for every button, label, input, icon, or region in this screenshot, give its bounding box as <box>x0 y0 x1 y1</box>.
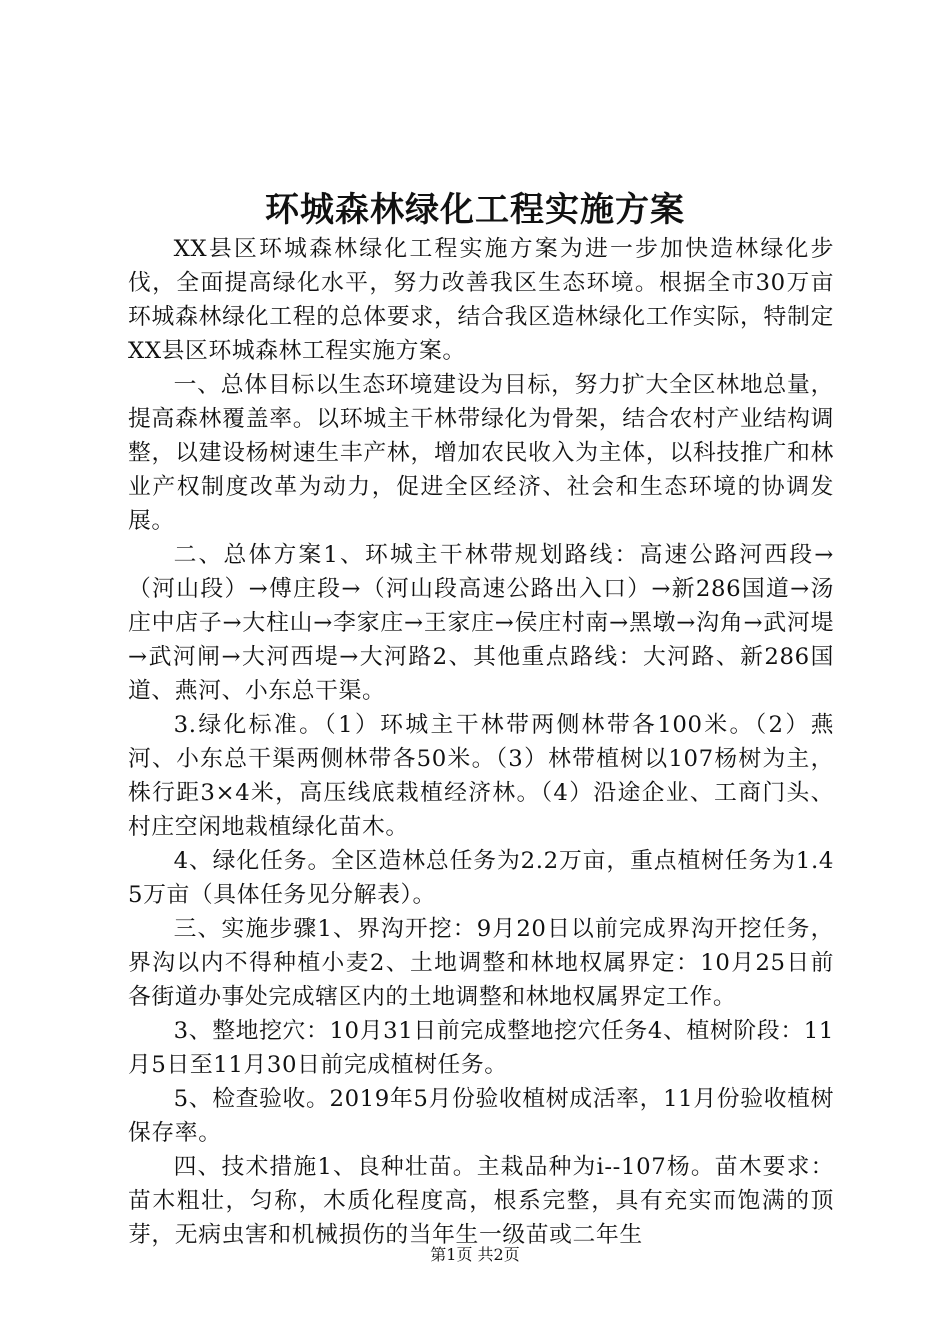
page-footer: 第1页 共2页 <box>430 1245 520 1264</box>
paragraph-inspection: 5、检查验收。2019年5月份验收植树成活率，11月份验收植树保存率。 <box>128 1086 834 1146</box>
paragraph-digging-planting: 3、整地挖穴：10月31日前完成整地挖穴任务4、植树阶段：11月5日至11月30日前完成植树任务。 <box>128 1018 834 1078</box>
paragraph-intro: XX县区环城森林绿化工程实施方案为进一步加快造林绿化步伐，全面提高绿化水平，努力改善我区生态环境。根据全市30万亩环城森林绿化工程的总体要求，结合我区造林绿化工作实际，特制定XX县区环城森林工程实施方案。 <box>128 236 834 364</box>
paragraph-implementation-steps: 三、实施步骤1、界沟开挖：9月20日以前完成界沟开挖任务，界沟以内不得种植小麦2、土地调整和林地权属界定：10月25日前各街道办事处完成辖区内的土地调整和林地权属界定工作。 <box>128 916 834 1010</box>
document-title: 环城森林绿化工程实施方案 <box>265 190 685 230</box>
paragraph-technical-measures: 四、技术措施1、良种壮苗。主栽品种为i--107杨。苗木要求：苗木粗壮，匀称，木质化程度高，根系完整，具有充实而饱满的顶芽，无病虫害和机械损伤的当年生一级苗或二年生 <box>128 1154 834 1248</box>
document-body <box>128 232 834 1252</box>
paragraph-overall-plan: 二、总体方案1、环城主干林带规划路线：高速公路河西段→（河山段）→傅庄段→（河山段高速公路出入口）→新286国道→汤庄中店子→大柱山→李家庄→王家庄→侯庄村南→黑墩→沟角→武河堤→武河闸→大河西堤→大河路2、其他重点路线：大河路、新286国道、燕河、小东总干渠。 <box>128 542 834 704</box>
paragraph-greening-task: 4、绿化任务。全区造林总任务为2.2万亩，重点植树任务为1.45万亩（具体任务见分解表）。 <box>128 848 834 908</box>
paragraph-greening-standard: 3.绿化标准。（1）环城主干林带两侧林带各100米。（2）燕河、小东总干渠两侧林带各50米。（3）林带植树以107杨树为主，株行距3×4米，高压线底栽植经济林。（4）沿途企业、工商门头、村庄空闲地栽植绿化苗木。 <box>128 712 834 840</box>
paragraph-overall-goal: 一、总体目标以生态环境建设为目标，努力扩大全区林地总量，提高森林覆盖率。以环城主干林带绿化为骨架，结合农村产业结构调整，以建设杨树速生丰产林，增加农民收入为主体，以科技推广和林业产权制度改革为动力，促进全区经济、社会和生态环境的协调发展。 <box>128 372 834 534</box>
